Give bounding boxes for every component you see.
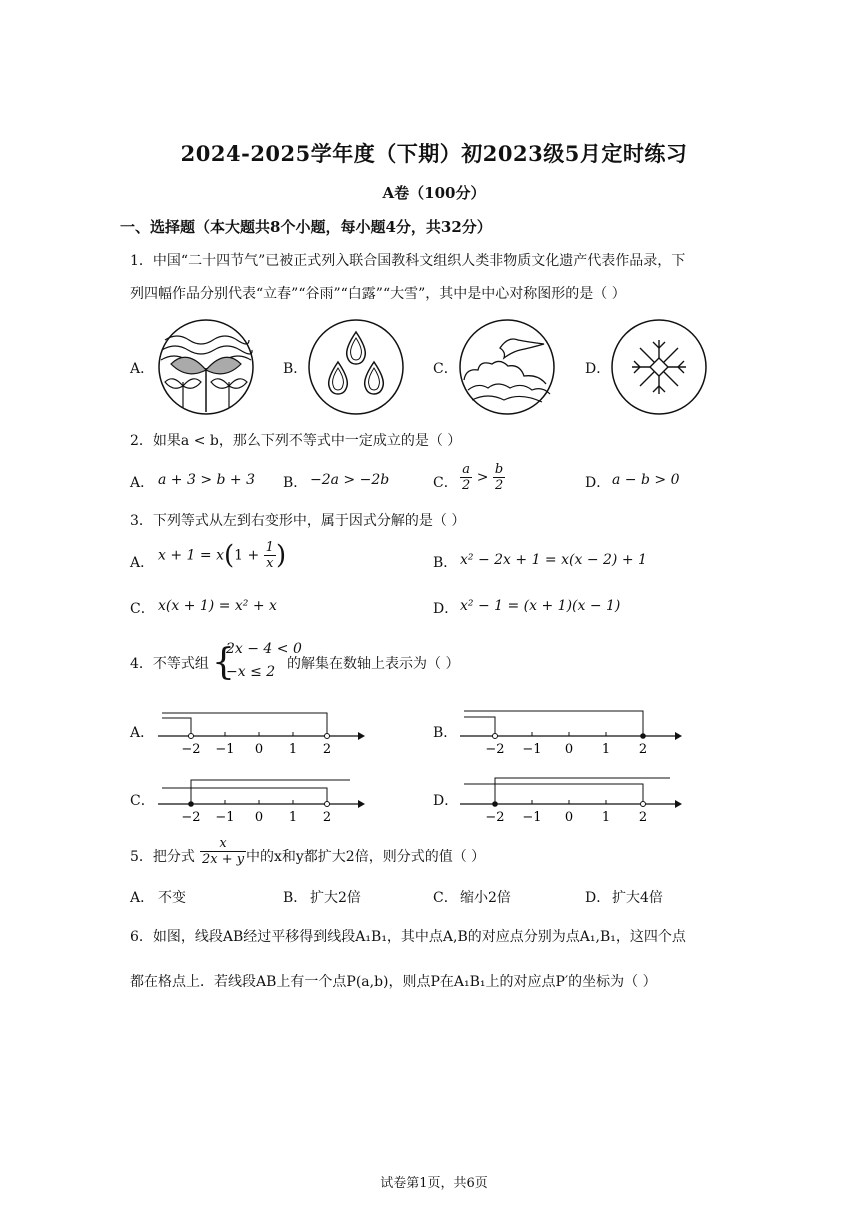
q4-option-d-label: D． xyxy=(433,793,459,809)
q5-option-b: 扩大2倍 xyxy=(310,890,361,906)
tick-label: 0 xyxy=(254,810,264,825)
q1-option-b-label: B． xyxy=(283,361,308,377)
q4-stem-suffix: 的解集在数轴上表示为（ ） xyxy=(287,656,460,672)
tick-label: −1 xyxy=(215,810,235,825)
q2-option-c xyxy=(460,462,505,493)
q2-option-d: a − b > 0 xyxy=(612,472,680,488)
q2-option-a: a + 3 > b + 3 xyxy=(158,472,256,488)
q3-option-b-label: B． xyxy=(433,555,458,571)
tick-label: 1 xyxy=(288,742,298,757)
q3-option-a xyxy=(158,540,286,571)
tick-label: 2 xyxy=(638,742,648,757)
number-line-c xyxy=(158,768,368,828)
denominator: 2 xyxy=(494,478,504,493)
raindrops-icon xyxy=(307,318,405,416)
sprout-icon xyxy=(157,318,255,416)
fraction xyxy=(264,540,276,571)
paper-section-a: A卷（100分） xyxy=(382,184,486,202)
q1-option-c-label: C． xyxy=(433,361,458,377)
q5-option-c-label: C． xyxy=(433,890,458,906)
q2-stem: 2．如果a < b，那么下列不等式中一定成立的是（ ） xyxy=(130,433,462,449)
q3-option-d: x² − 1 = (x + 1)(x − 1) xyxy=(460,598,621,614)
page-title: 2024-2025学年度（下期）初2023级5月定时练习 xyxy=(180,141,688,166)
q4-option-c-label: C． xyxy=(130,793,155,809)
number-line-d xyxy=(460,768,685,828)
q5-option-a-label: A． xyxy=(130,890,155,906)
q3-option-c: x(x + 1) = x² + x xyxy=(158,598,277,614)
tick-label: 2 xyxy=(322,742,332,757)
q2-option-c-label: C． xyxy=(433,475,458,491)
tick-label: −2 xyxy=(181,810,201,825)
q1-stem-line2: 列四幅作品分别代表“立春”“谷雨”“白露”“大雪”，其中是中心对称图形的是（ ） xyxy=(130,286,626,302)
q3-option-c-label: C． xyxy=(130,601,155,617)
number-line-a xyxy=(158,700,368,760)
system-brace: { xyxy=(212,642,235,683)
expression: x + 1 = x xyxy=(158,547,224,564)
tick-label: −2 xyxy=(181,742,201,757)
number-line-b xyxy=(460,700,685,760)
tick-label: 1 xyxy=(601,742,611,757)
tick-label: 1 xyxy=(601,810,611,825)
greater-than-sign: > xyxy=(476,469,489,486)
numerator: b xyxy=(494,462,504,477)
q1-stem-line1: 1．中国“二十四节气”已被正式列入联合国教科文组织人类非物质文化遗产代表作品录，下 xyxy=(130,253,686,269)
tick-label: −2 xyxy=(485,742,505,757)
q5-fraction xyxy=(200,836,246,867)
left-paren: ( xyxy=(223,540,235,571)
q1-option-a-label: A． xyxy=(130,361,155,377)
denominator: 2x + y xyxy=(202,852,245,867)
numerator: x xyxy=(200,836,246,852)
q5-stem-suffix: 中的x和y都扩大2倍，则分式的值（ ） xyxy=(246,849,486,865)
tick-label: 2 xyxy=(638,810,648,825)
q5-option-d-label: D． xyxy=(585,890,611,906)
tick-label: −1 xyxy=(522,742,542,757)
q2-option-b: −2a > −2b xyxy=(310,472,390,488)
tick-label: 2 xyxy=(322,810,332,825)
numerator: a xyxy=(460,462,472,478)
q3-option-d-label: D． xyxy=(433,601,459,617)
denominator: 2 xyxy=(462,478,471,493)
tick-label: 0 xyxy=(564,810,574,825)
q1-option-d-label: D． xyxy=(585,361,611,377)
q5-stem-prefix: 5．把分式 xyxy=(130,849,195,865)
right-paren: ) xyxy=(275,540,287,571)
q4-inequality-2: −x ≤ 2 xyxy=(226,664,276,680)
tick-label: −1 xyxy=(215,742,235,757)
denominator: x xyxy=(266,556,274,571)
q4-option-b-label: B． xyxy=(433,725,458,741)
q3-stem: 3．下列等式从左到右变形中，属于因式分解的是（ ） xyxy=(130,513,466,529)
page-footer: 试卷第1页，共6页 xyxy=(380,1176,488,1191)
q3-option-a-label: A． xyxy=(130,555,155,571)
q5-option-b-label: B． xyxy=(283,890,308,906)
q6-stem-line2: 都在格点上．若线段AB上有一个点P(a,b)，则点P在A₁B₁上的对应点P′的坐标为（ ） xyxy=(130,974,657,990)
fraction xyxy=(200,836,246,867)
q4-inequality-1: 2x − 4 < 0 xyxy=(226,641,302,657)
snowflake-icon xyxy=(610,318,708,416)
q4-option-a-label: A． xyxy=(130,725,155,741)
q5-option-a: 不变 xyxy=(158,890,186,906)
tick-label: −2 xyxy=(485,810,505,825)
q4-stem-prefix: 4．不等式组 xyxy=(130,656,209,672)
fraction xyxy=(460,462,472,493)
tick-label: 1 xyxy=(288,810,298,825)
q2-option-a-label: A． xyxy=(130,475,155,491)
q3-option-b: x² − 2x + 1 = x(x − 2) + 1 xyxy=(460,552,647,568)
q2-option-b-label: B． xyxy=(283,475,308,491)
tick-label: −1 xyxy=(522,810,542,825)
fraction xyxy=(493,462,505,493)
tick-label: 0 xyxy=(564,742,574,757)
q5-option-c: 缩小2倍 xyxy=(460,890,511,906)
q2-option-d-label: D． xyxy=(585,475,611,491)
section-heading: 一、选择题（本大题共8个小题，每小题4分，共32分） xyxy=(120,218,492,236)
q6-stem-line1: 6．如图，线段AB经过平移得到线段A₁B₁，其中点A,B的对应点分别为点A₁,B₁，这四个点 xyxy=(130,929,686,945)
cloud-bird-icon xyxy=(458,318,556,416)
q5-option-d: 扩大4倍 xyxy=(612,890,663,906)
tick-label: 0 xyxy=(254,742,264,757)
expression: 1 + xyxy=(234,547,260,564)
numerator: 1 xyxy=(265,540,274,555)
